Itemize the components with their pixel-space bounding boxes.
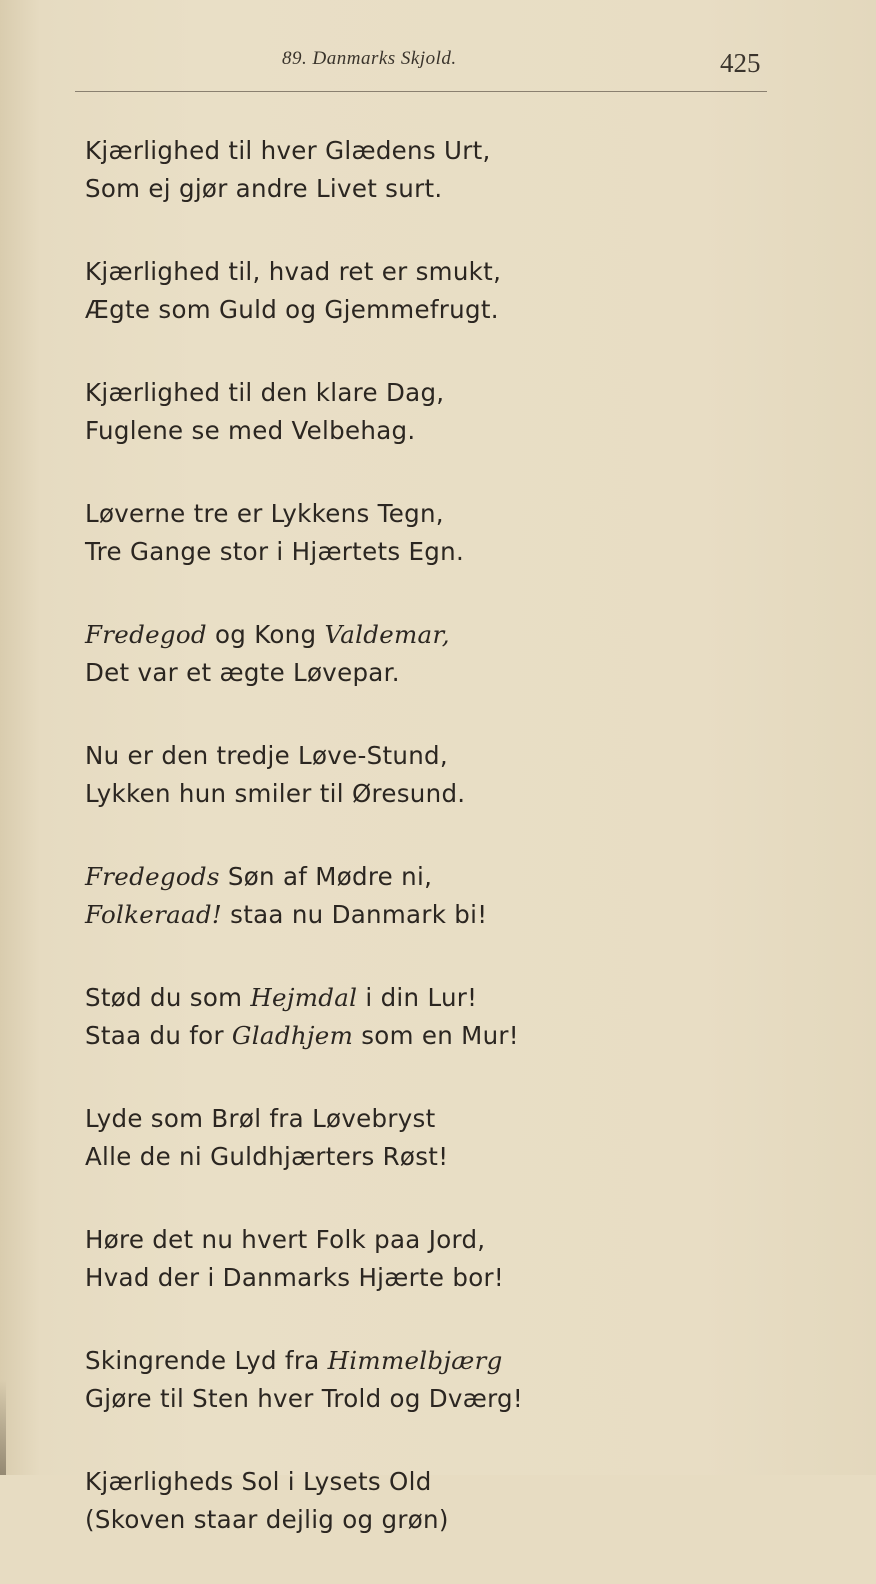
stanza [85, 858, 845, 934]
poem-line [85, 374, 845, 412]
poem-line [85, 1342, 845, 1380]
page-edge-shadow [0, 1380, 6, 1475]
line-text: Tre Gange stor i Hjærtets Egn. [85, 537, 465, 566]
italic-name: Fredegods [85, 862, 220, 891]
poem-line [85, 654, 845, 692]
poem-line [85, 737, 845, 775]
header-rule [75, 91, 767, 92]
poem-line [85, 1380, 845, 1418]
poem-line [85, 616, 845, 654]
line-text: Det var et ægte Løvepar. [85, 658, 400, 687]
poem-line [85, 291, 845, 329]
poem-line [85, 1017, 845, 1055]
italic-name: Fredegod [85, 620, 207, 649]
italic-name: Himmelbjærg [327, 1346, 503, 1375]
running-header [0, 38, 876, 86]
poem-line [85, 495, 845, 533]
poem-line [85, 1221, 845, 1259]
italic-name: Hejmdal [250, 983, 358, 1012]
line-text: Lykken hun smiler til Øresund. [85, 779, 466, 808]
poem-line [85, 412, 845, 450]
stanza [85, 132, 845, 208]
line-text: Hvad der i Danmarks Hjærte bor! [85, 1263, 505, 1292]
stanza [85, 1342, 845, 1418]
line-text: staa nu Danmark bi! [222, 900, 488, 929]
stanza [85, 495, 845, 571]
poem-line [85, 1501, 845, 1539]
stanza [85, 616, 845, 692]
line-text: Alle de ni Guldhjærters Røst! [85, 1142, 449, 1171]
italic-name: Gladhjem [231, 1021, 354, 1050]
line-text: Høre det nu hvert Folk paa Jord, [85, 1225, 486, 1254]
line-text: Gjøre til Sten hver Trold og Dværg! [85, 1384, 523, 1413]
page-number: 425 [720, 48, 761, 78]
italic-name: Valdemar, [324, 620, 450, 649]
poem-line [85, 896, 845, 934]
stanza [85, 253, 845, 329]
poem-line [85, 775, 845, 813]
stanza [85, 1221, 845, 1297]
poem-line [85, 170, 845, 208]
poem-line [85, 253, 845, 291]
line-text: Som ej gjør andre Livet surt. [85, 174, 443, 203]
line-text: Kjærlighed til den klare Dag, [85, 378, 445, 407]
line-text: som en Mur! [353, 1021, 519, 1050]
poem-line [85, 1138, 845, 1176]
poem-line [85, 1259, 845, 1297]
poem-line [85, 533, 845, 571]
line-text: i din Lur! [357, 983, 478, 1012]
line-text: Kjærlighed til, hvad ret er smukt, [85, 257, 502, 286]
line-text: Kjærlighed til hver Glædens Urt, [85, 136, 491, 165]
stanza [85, 374, 845, 450]
stanza [85, 979, 845, 1055]
poem-line [85, 1463, 845, 1501]
line-text: Skingrende Lyd fra [85, 1346, 328, 1375]
line-text: Staa du for [85, 1021, 232, 1050]
line-text: Kjærligheds Sol i Lysets Old [85, 1467, 432, 1496]
stanza [85, 737, 845, 813]
line-text: Stød du som [85, 983, 251, 1012]
line-text: Ægte som Guld og Gjemmefrugt. [85, 295, 499, 324]
poem-line [85, 979, 845, 1017]
line-text: (Skoven staar dejlig og grøn) [85, 1505, 449, 1534]
line-text: Lyde som Brøl fra Løvebryst [85, 1104, 436, 1133]
running-title: 89. Danmarks Skjold. [282, 48, 457, 69]
line-text: Nu er den tredje Løve-Stund, [85, 741, 448, 770]
line-text: og Kong [206, 620, 325, 649]
poem-body [85, 132, 845, 1584]
italic-name: Folkeraad! [85, 900, 223, 929]
poem-line [85, 1100, 845, 1138]
stanza [85, 1463, 845, 1539]
line-text: Søn af Mødre ni, [219, 862, 433, 891]
poem-line [85, 858, 845, 896]
line-text: Fuglene se med Velbehag. [85, 416, 416, 445]
stanza [85, 1100, 845, 1176]
line-text: Løverne tre er Lykkens Tegn, [85, 499, 444, 528]
poem-line [85, 132, 845, 170]
